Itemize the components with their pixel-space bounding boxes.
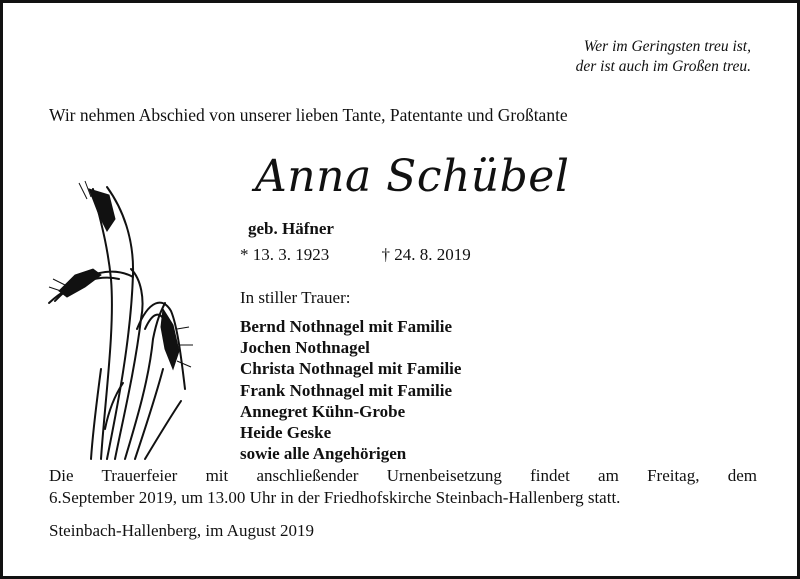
wheat-awn (177, 361, 191, 367)
mourner-name: Jochen Nothnagel (240, 338, 370, 358)
wheat-stem (91, 369, 101, 459)
mourner-name: sowie alle Angehörigen (240, 444, 407, 464)
wheat-ear (161, 309, 179, 369)
mourner-name: Christa Nothnagel mit Familie (240, 359, 462, 379)
place-and-date: Steinbach-Hallenberg, im August 2019 (49, 521, 315, 540)
life-dates (240, 245, 471, 265)
mourner-name: Heide Geske (240, 423, 332, 443)
intro-text: Wir nehmen Abschied von unserer lieben Tante, Patentante und Großtante (49, 105, 568, 125)
motto-line-2: der ist auch im Großen treu. (575, 58, 751, 75)
mourning-heading: In stiller Trauer: (240, 288, 351, 307)
wheat-awn (53, 279, 65, 285)
mourner-list (240, 316, 461, 464)
death-date: † 24. 8. 2019 (381, 245, 471, 264)
bible-motto (451, 37, 751, 77)
wheat-awn (49, 287, 61, 291)
wheat-ears-illustration (45, 179, 205, 461)
deceased-name: Anna Schübel (255, 151, 570, 202)
mourner-name: Frank Nothnagel mit Familie (240, 380, 453, 400)
service-line-1: Die Trauerfeier mit anschließender Urnenbeisetzung findet am Freitag, dem (49, 466, 757, 485)
wheat-stem (115, 269, 143, 459)
wheat-ear (59, 269, 101, 297)
wheat-awn (79, 183, 87, 199)
birth-date: * 13. 3. 1923 (240, 245, 330, 264)
maiden-name: geb. Häfner (248, 219, 334, 238)
wheat-awn (177, 327, 189, 329)
service-line-2: 6.September 2019, um 13.00 Uhr in der Friedhofskirche Steinbach-Hallenberg statt. (49, 488, 621, 507)
funeral-service-info (49, 465, 757, 509)
mourner-name: Annegret Kühn-Grobe (240, 401, 406, 421)
mourner-name: Bernd Nothnagel mit Familie (240, 317, 453, 336)
wheat-stem (135, 369, 163, 459)
motto-line-1: Wer im Geringsten treu ist, (583, 38, 751, 55)
